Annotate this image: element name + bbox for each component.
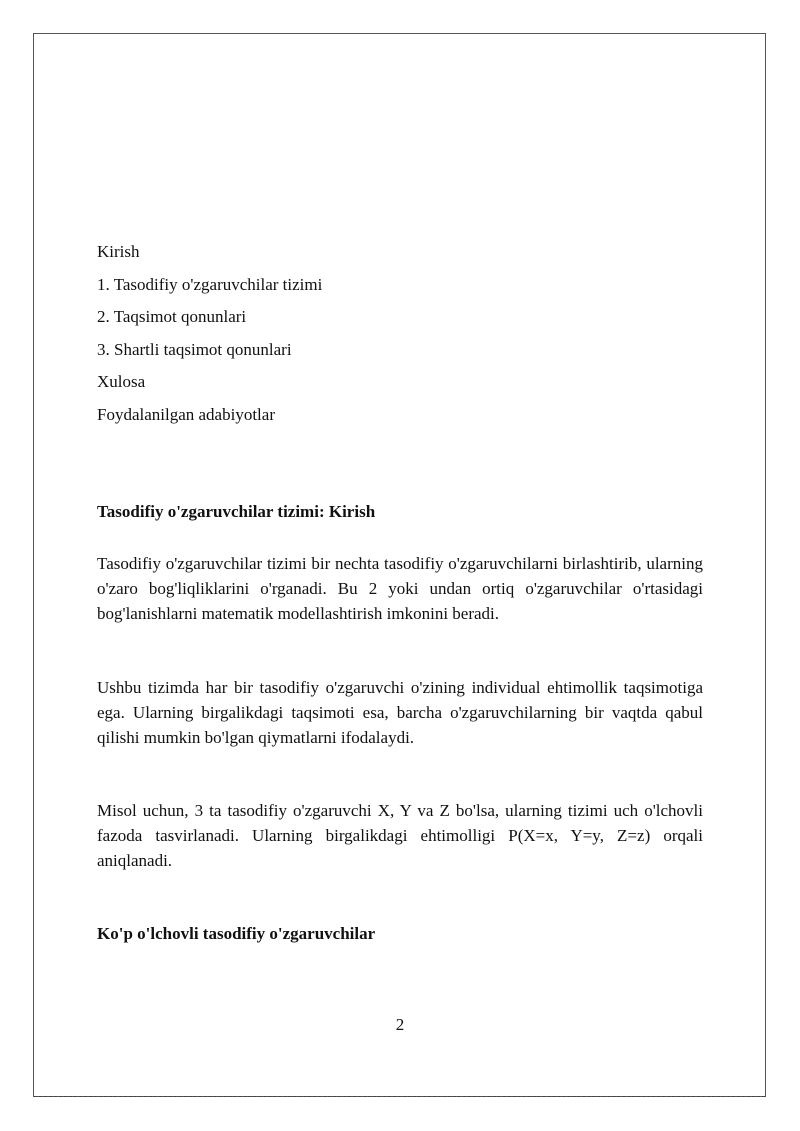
page-bottom-rule: [34, 1096, 765, 1097]
toc-item-references: Foydalanilgan adabiyotlar: [97, 404, 275, 424]
page-number: 2: [395, 1015, 405, 1034]
table-of-contents: [97, 241, 703, 437]
toc-item-introduction: Kirish: [97, 242, 140, 261]
toc-item-chapter-3: 3. Shartli taqsimot qonunlari: [97, 339, 292, 359]
paragraph-3: Misol uchun, 3 ta tasodifiy o'zgaruvchi X, Y va Z bo'lsa, ularning tizimi uch o'lchovli fazoda tasvirlanadi. Ularning birgalikdagi ehtimolligi P(X=x, Y=y, Z=z) orqali aniqlanadi.: [97, 801, 703, 870]
toc-item-chapter-2: 2. Taqsimot qonunlari: [97, 307, 247, 327]
paragraph-2: Ushbu tizimda har bir tasodifiy o'zgaruvchi o'zining individual ehtimollik taqsimotiga ega. Ularning birgalikdagi taqsimoti esa, barcha o'zgaruvchilarning bir vaqtda qabul qilishi mumkin bo'lgan qiymatlarni ifodalaydi.: [97, 678, 703, 747]
subheading: Ko'p o'lchovli tasodifiy o'zgaruvchilar: [97, 924, 376, 943]
paragraph-1: Tasodifiy o'zgaruvchilar tizimi bir nechta tasodifiy o'zgaruvchilarni birlashtirib, ularning o'zaro bog'liqliklarini o'rganadi. Bu 2 yoki undan ortiq o'zgaruvchilar o'rtasidagi bog'lanishlarni matematik modellashtirish imkonini beradi.: [97, 554, 703, 623]
toc-item-chapter-1: 1. Tasodifiy o'zgaruvchilar tizimi: [97, 274, 323, 294]
section-heading: Tasodifiy o'zgaruvchilar tizimi: Kirish: [97, 502, 376, 521]
toc-item-conclusion: Xulosa: [97, 372, 146, 392]
